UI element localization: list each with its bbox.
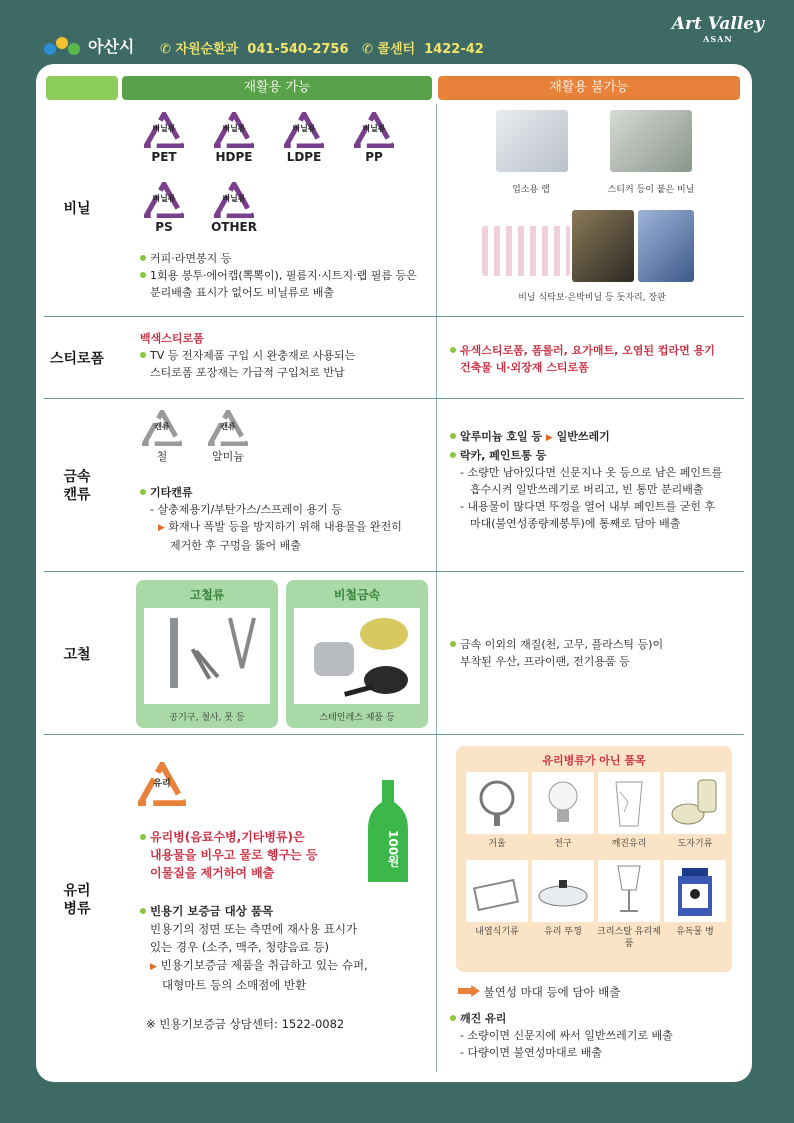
symbol-tag: 캔류 bbox=[154, 422, 170, 431]
note-line: TV 등 전자제품 구입 시 완충재로 사용되는 bbox=[140, 347, 432, 364]
mirror-icon bbox=[466, 772, 528, 834]
item-toxic-bottle bbox=[664, 860, 726, 922]
symbol-pp bbox=[344, 112, 404, 164]
row-label-styrofoam: 스티로폼 bbox=[49, 351, 105, 367]
symbol-pet bbox=[134, 112, 194, 164]
symbol-name: PS bbox=[155, 220, 173, 234]
photo-tools bbox=[144, 608, 270, 704]
deposit-counsel: ※ 빈용기보증금 상담센터: 1522-0082 bbox=[146, 1017, 345, 1031]
note-line: 스티로폼 포장재는 가급적 구입처로 반납 bbox=[150, 366, 345, 379]
symbol-name: 알미늄 bbox=[212, 450, 244, 463]
note-line: - 살충제용기/부탄가스/스프레이 용기 등 bbox=[150, 503, 342, 516]
note-line: 금속 이외의 재질(천, 고무, 플라스틱 등)이 bbox=[450, 636, 742, 653]
symbol-ldpe bbox=[274, 112, 334, 164]
city-logo-icon bbox=[44, 35, 84, 57]
item-label: 거울 bbox=[488, 839, 506, 849]
symbol-tag: 캔류 bbox=[220, 422, 236, 431]
callcenter-contact: ✆ 콜센터 1422-42 bbox=[362, 42, 484, 57]
brand-sub: ASAN bbox=[703, 34, 733, 44]
note-line: - 소량만 남아있다면 신문지나 옷 등으로 남은 페인트를 bbox=[460, 466, 723, 479]
item-crystal bbox=[598, 860, 660, 922]
bulb-icon bbox=[532, 772, 594, 834]
row-label-glass bbox=[36, 882, 118, 918]
symbol-name: 철 bbox=[156, 450, 168, 463]
scrap-no-notes bbox=[450, 636, 742, 670]
symbol-name: OTHER bbox=[211, 220, 257, 234]
note-line: 유리병(음료수병,기타병류)은 bbox=[140, 828, 370, 846]
city-name: 아산시 bbox=[88, 37, 135, 56]
callcenter-label: 콜센터 bbox=[377, 42, 416, 57]
item-mirror bbox=[466, 772, 528, 834]
note-line: - 다량이면 불연성마대로 배출 bbox=[460, 1046, 602, 1059]
callcenter-phone: 1422-42 bbox=[424, 42, 484, 57]
symbol-tag: 비닐류 bbox=[152, 124, 176, 133]
note-line: 부착된 우산, 프라이팬, 전기용품 등 bbox=[460, 655, 630, 668]
symbol-glass bbox=[132, 762, 192, 806]
top-bar bbox=[0, 0, 794, 64]
item-label: 크리스탈 유리제품 bbox=[597, 927, 661, 949]
photo-stickered-vinyl bbox=[610, 110, 692, 172]
label-line: 유리 bbox=[63, 883, 91, 899]
header-non-recyclable: 재활용 불가능 bbox=[438, 76, 740, 100]
header-blank bbox=[46, 76, 118, 100]
arrow-icon bbox=[458, 985, 480, 997]
photo-tablecloth bbox=[482, 226, 570, 276]
content-card bbox=[36, 64, 752, 1082]
symbol-tag: 비닐류 bbox=[222, 194, 246, 203]
row-label-vinyl: 비닐 bbox=[63, 201, 91, 217]
note-line: 대형마트 등의 소매점에 반환 bbox=[162, 978, 307, 992]
note-line: 건축물 내·외장재 스티로폼 bbox=[460, 361, 589, 374]
note-line: - 소량이면 신문지에 싸서 일반쓰레기로 배출 bbox=[460, 1029, 673, 1042]
note-line: 이물질을 제거하여 배출 bbox=[150, 866, 275, 880]
symbol-tag: 비닐류 bbox=[362, 124, 386, 133]
item-broken-glass bbox=[598, 772, 660, 834]
box-title: 비철금속 bbox=[333, 588, 381, 602]
toxic-bottle-icon bbox=[664, 860, 726, 922]
metal-other bbox=[140, 484, 432, 554]
row-divider bbox=[44, 316, 744, 317]
city-logo bbox=[44, 34, 134, 57]
other-title: 기타캔류 bbox=[140, 484, 432, 501]
symbol-steel bbox=[132, 410, 192, 464]
label-line: 캔류 bbox=[63, 487, 91, 503]
note-line: 내용물을 비우고 물로 헹구는 등 bbox=[150, 848, 318, 862]
item-label: 내열식기류 bbox=[475, 927, 519, 937]
glass-lid-icon bbox=[532, 860, 594, 922]
item-ceramic bbox=[664, 772, 726, 834]
item-label: 유리 뚜껑 bbox=[544, 927, 582, 937]
metal-no-notes bbox=[450, 428, 742, 532]
deposit-title: 빈용기 보증금 대상 품목 bbox=[140, 902, 432, 920]
note-line: 빈용기보증금 제품을 취급하고 있는 슈퍼, bbox=[160, 958, 368, 972]
glass-deposit bbox=[140, 902, 432, 994]
not-glass-note bbox=[458, 984, 738, 1001]
note-line: 유색스티로폼, 폼롤러, 요가매트, 오염된 컵라면 용기 bbox=[450, 342, 740, 359]
scrap-box-ferrous bbox=[136, 580, 278, 728]
symbol-other bbox=[204, 182, 264, 234]
item-bulb bbox=[532, 772, 594, 834]
styrofoam-title: 백색스티로폼 bbox=[140, 332, 204, 345]
note-line: 있는 경우 (소주, 맥주, 청량음료 등) bbox=[150, 940, 329, 954]
broken-title: 깨진 유리 bbox=[450, 1010, 742, 1027]
dept-phone: 041-540-2756 bbox=[247, 42, 349, 57]
symbol-name: PP bbox=[365, 150, 383, 164]
brand-name: Art Valley bbox=[671, 14, 764, 34]
symbol-name: PET bbox=[151, 150, 177, 164]
note-line: 제거한 후 구멍을 뚫어 배출 bbox=[170, 539, 301, 552]
label-line: 금속 bbox=[63, 469, 91, 485]
note-line: 락카, 페인트통 등 bbox=[450, 447, 742, 464]
row-divider bbox=[44, 398, 744, 399]
note-line: - 내용물이 많다면 뚜껑을 열어 내부 페인트를 굳힌 후 bbox=[460, 500, 716, 513]
item-label: 전구 bbox=[554, 839, 572, 849]
broken-glass bbox=[450, 1010, 742, 1061]
column-divider bbox=[436, 104, 437, 1072]
broken-glass-icon bbox=[598, 772, 660, 834]
item-label: 깨진유리 bbox=[611, 839, 647, 849]
note-line: 커피·라면봉지 등 bbox=[140, 250, 432, 267]
note-line: 1회용 봉투·에어캡(뽁뽁이), 필름지·시트지·랩 필름 등은 bbox=[140, 267, 432, 284]
note-line: 알루미늄 호일 등 bbox=[460, 430, 543, 443]
caption: 비닐 식탁보·은박비닐 등 돗자리, 장판 bbox=[518, 293, 666, 303]
row-divider bbox=[44, 734, 744, 735]
note-line: 흡수시켜 일반쓰레기로 버리고, 빈 통만 분리배출 bbox=[470, 483, 704, 496]
note-line: 불연성 마대 등에 담아 배출 bbox=[483, 985, 621, 999]
caption: 스티커 등이 붙은 비닐 bbox=[607, 185, 695, 195]
not-glass-box bbox=[456, 746, 732, 972]
dept-contact: ✆ 자원순환과 041-540-2756 bbox=[160, 42, 349, 57]
item-label: 도자기류 bbox=[677, 839, 713, 849]
symbol-name: HDPE bbox=[215, 150, 253, 164]
photo-pots bbox=[294, 608, 420, 704]
row-label-metal bbox=[36, 468, 118, 504]
photo-wrap bbox=[496, 110, 568, 172]
row-divider bbox=[44, 571, 744, 572]
triangle-arrow-icon: ▶ bbox=[545, 433, 553, 443]
header-recyclable: 재활용 가능 bbox=[122, 76, 432, 100]
scrap-box-nonferrous bbox=[286, 580, 428, 728]
deposit-bottle bbox=[366, 776, 410, 888]
label-line: 병류 bbox=[63, 901, 91, 917]
triangle-bullet-icon: ▶ bbox=[150, 962, 157, 972]
ceramic-icon bbox=[664, 772, 726, 834]
photo-silver-mat bbox=[572, 210, 634, 282]
triangle-bullet-icon: ▶ bbox=[158, 523, 165, 533]
note-line: 분리배출 표시가 없어도 비닐류로 배출 bbox=[150, 286, 335, 299]
row-label-scrap: 고철 bbox=[63, 647, 91, 663]
symbol-tag: 비닐류 bbox=[152, 194, 176, 203]
symbol-aluminum bbox=[198, 410, 258, 464]
dept-name: 자원순환과 bbox=[175, 42, 239, 57]
item-label: 유독물 병 bbox=[676, 927, 714, 937]
item-heatproof bbox=[466, 860, 528, 922]
item-glass-lid bbox=[532, 860, 594, 922]
caption: 업소용 랩 bbox=[512, 185, 550, 195]
note-line: 화재나 폭발 등을 방지하기 위해 내용물을 완전히 bbox=[168, 520, 402, 533]
symbol-ps bbox=[134, 182, 194, 234]
photo-flooring bbox=[638, 210, 694, 282]
pots-icon bbox=[294, 608, 420, 704]
wine-glass-icon bbox=[598, 860, 660, 922]
glass-main bbox=[140, 828, 370, 882]
deposit-badge: 100원 bbox=[386, 830, 400, 868]
caption: 스테인레스 제품 등 bbox=[319, 713, 395, 723]
symbol-tag: 비닐류 bbox=[222, 124, 246, 133]
styrofoam-no-notes bbox=[450, 342, 740, 376]
note-line: 빈용기의 정면 또는 측면에 재사용 표시가 bbox=[150, 922, 358, 936]
note-line: 일반쓰레기 bbox=[556, 430, 610, 443]
heatproof-dish-icon bbox=[466, 860, 528, 922]
symbol-name: LDPE bbox=[286, 150, 322, 164]
not-glass-title: 유리병류가 아닌 품목 bbox=[542, 754, 646, 767]
vinyl-notes bbox=[140, 250, 432, 301]
box-title: 고철류 bbox=[189, 588, 225, 602]
symbol-hdpe bbox=[204, 112, 264, 164]
note-line: 마대(불연성종량제봉투)에 통째로 담아 배출 bbox=[470, 517, 681, 530]
brand-logo bbox=[672, 14, 764, 44]
symbol-tag: 비닐류 bbox=[292, 124, 316, 133]
symbol-tag: 유리 bbox=[153, 779, 171, 789]
caption: 공기구, 철사, 못 등 bbox=[169, 713, 245, 723]
styrofoam-notes bbox=[140, 330, 432, 381]
tools-icon bbox=[144, 608, 270, 704]
